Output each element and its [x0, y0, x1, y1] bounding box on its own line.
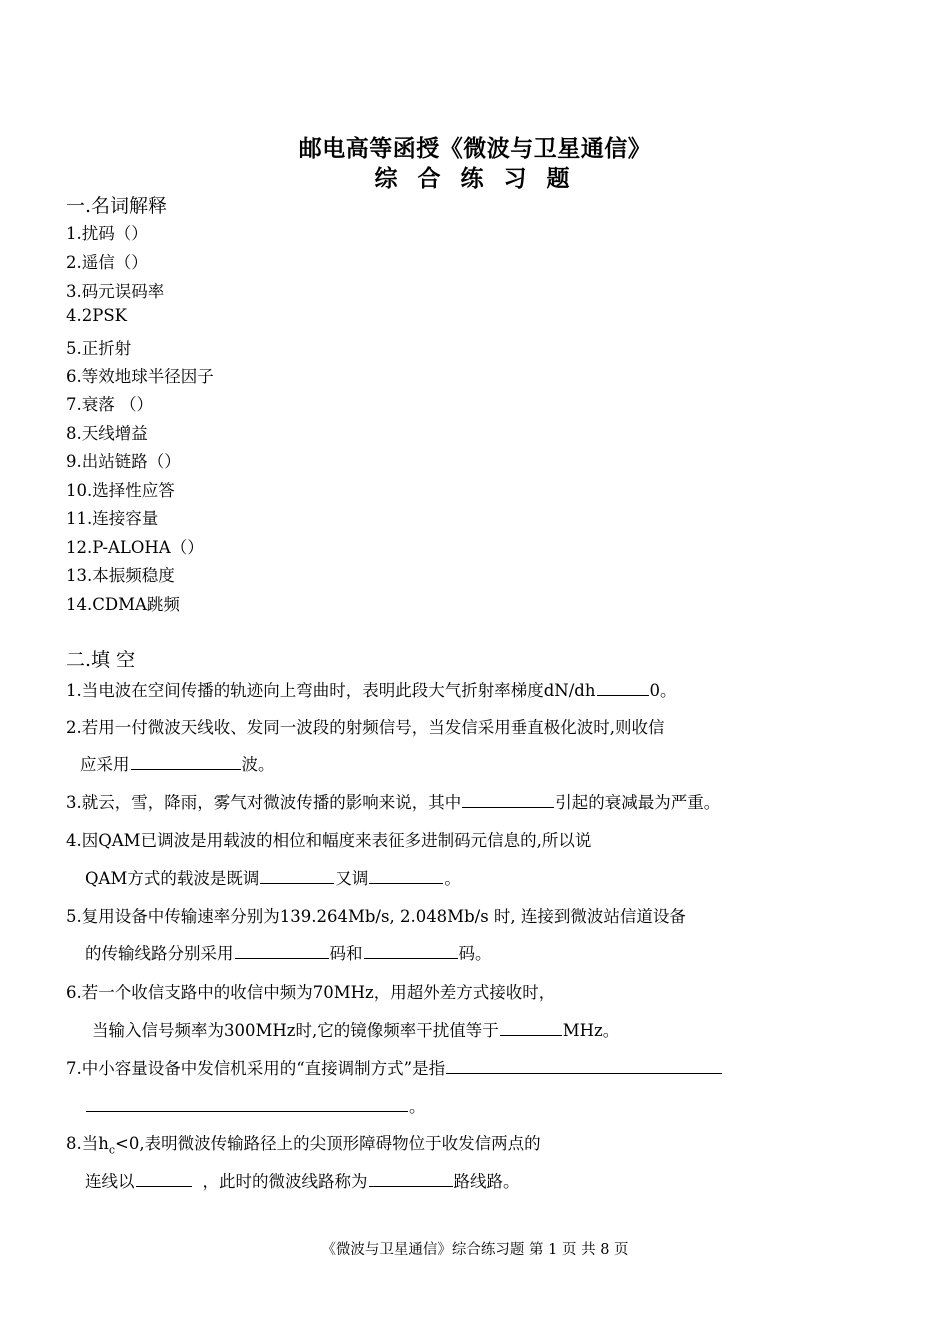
- question-7: [66, 1055, 723, 1079]
- question-text: 引起的衰减最为严重。: [555, 793, 721, 812]
- question-7-cont: [85, 1093, 426, 1117]
- term-item: 9.出站链路（）: [66, 452, 181, 471]
- section-heading-terms: 一.名词解释: [66, 195, 168, 217]
- term-item: 10.选择性应答: [66, 481, 175, 500]
- answer-blank[interactable]: [462, 791, 554, 808]
- term-item: 4.2PSK: [66, 306, 127, 325]
- answer-blank[interactable]: [86, 1095, 408, 1112]
- question-text: 码。: [458, 944, 492, 963]
- term-item: 6.等效地球半径因子: [66, 367, 214, 386]
- question-4: [66, 827, 591, 851]
- answer-blank[interactable]: [597, 679, 649, 696]
- term-item: 1.扰码（）: [66, 224, 148, 243]
- question-text: <0,表明微波传输路径上的尖顶形障碍物位于收发信两点的: [115, 1134, 541, 1153]
- page-footer: 《微波与卫星通信》综合练习题 第 1 页 共 8 页: [321, 1242, 629, 1258]
- answer-blank[interactable]: [136, 1170, 192, 1187]
- term-item: 14.CDMA跳频: [66, 595, 180, 614]
- answer-blank[interactable]: [260, 867, 334, 884]
- question-text: 3.就云，雪，降雨，雾气对微波传播的影响来说，其中: [66, 793, 462, 812]
- question-5: [66, 903, 686, 927]
- term-item: 13.本振频稳度: [66, 566, 175, 585]
- document-title: 邮电高等函授《微波与卫星通信》: [298, 135, 652, 162]
- question-text: 6.若一个收信支路中的收信中频为70MHz，用超外差方式接收时，: [66, 983, 556, 1002]
- answer-blank[interactable]: [446, 1057, 722, 1074]
- question-text: 当输入信号频率为300MHz时,它的镜像频率干扰值等于: [92, 1021, 499, 1040]
- answer-blank[interactable]: [235, 942, 329, 959]
- question-text: 2.若用一付微波天线收、发同一波段的射频信号，当发信采用垂直极化波时,则收信: [66, 718, 665, 737]
- question-1: [66, 677, 677, 701]
- question-text: 的传输线路分别采用: [85, 944, 234, 963]
- answer-blank[interactable]: [131, 753, 241, 770]
- subscript: c: [108, 1143, 116, 1157]
- question-text: 8.当h: [66, 1134, 109, 1153]
- question-text: ，此时的微波线路称为: [202, 1172, 368, 1191]
- question-2: [66, 714, 665, 738]
- answer-blank[interactable]: [364, 942, 458, 959]
- question-text: 5.复用设备中传输速率分别为139.264Mb/s, 2.048Mb/s 时, 连接到微波站信道设备: [66, 907, 686, 926]
- question-text: 0。: [649, 681, 677, 700]
- document-subtitle: 综 合 练 习 题: [374, 165, 576, 192]
- question-text: 应采用: [80, 755, 130, 774]
- question-text: 又调: [335, 869, 369, 888]
- question-text: 路线路。: [453, 1172, 520, 1191]
- question-3: [66, 789, 720, 813]
- term-item: 11.连接容量: [66, 509, 159, 528]
- term-item: 5.正折射: [66, 339, 132, 358]
- question-8-cont: [85, 1168, 520, 1192]
- question-text: 连线以: [85, 1172, 135, 1191]
- question-2-cont: [80, 751, 275, 775]
- question-5-cont: [85, 940, 492, 964]
- question-text: 1.当电波在空间传播的轨迹向上弯曲时，表明此段大气折射率梯度dN/dh: [66, 681, 596, 700]
- question-text: 7.中小容量设备中发信机采用的“直接调制方式”是指: [66, 1059, 446, 1078]
- answer-blank[interactable]: [369, 867, 443, 884]
- question-text: 。: [444, 869, 461, 888]
- term-item: 7.衰落 （）: [66, 395, 153, 414]
- answer-blank[interactable]: [500, 1019, 562, 1036]
- term-item: 12.P-ALOHA（）: [66, 538, 204, 557]
- term-item: 2.遥信（）: [66, 253, 148, 272]
- question-text: MHz。: [562, 1021, 620, 1040]
- question-text: QAM方式的载波是既调: [85, 869, 260, 888]
- term-item: 3.码元误码率: [66, 282, 165, 301]
- question-8: [66, 1130, 541, 1156]
- question-text: 。: [409, 1097, 426, 1116]
- section-heading-fill-in: 二.填 空: [66, 649, 136, 671]
- question-text: 波。: [241, 755, 275, 774]
- answer-blank[interactable]: [369, 1170, 453, 1187]
- question-4-cont: [85, 865, 461, 889]
- question-6-cont: [92, 1017, 619, 1041]
- question-text: 4.因QAM已调波是用载波的相位和幅度来表征多进制码元信息的,所以说: [66, 831, 592, 850]
- question-6: [66, 979, 555, 1003]
- term-item: 8.天线增益: [66, 424, 148, 443]
- question-text: 码和: [329, 944, 363, 963]
